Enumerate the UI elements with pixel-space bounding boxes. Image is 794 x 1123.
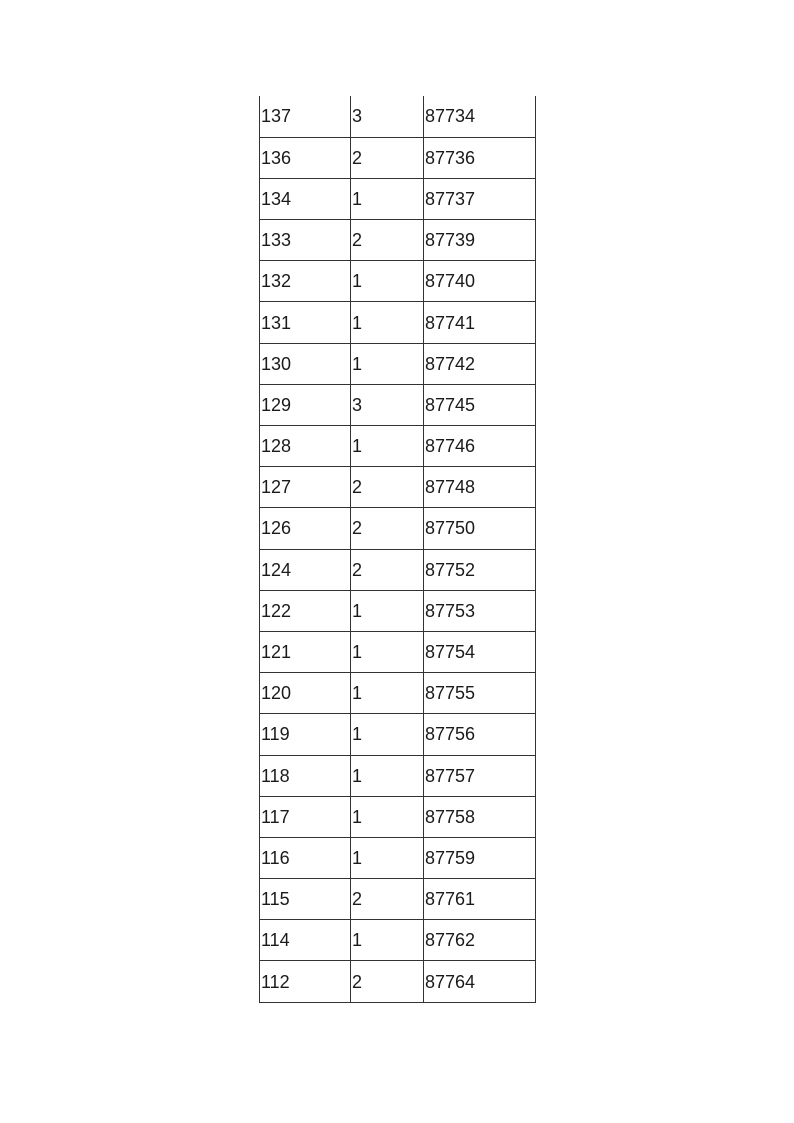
score-cell: 114 bbox=[260, 920, 351, 961]
table-row bbox=[260, 837, 536, 878]
count-cell: 1 bbox=[351, 714, 424, 755]
table-row bbox=[260, 220, 536, 261]
table-row bbox=[260, 920, 536, 961]
data-table bbox=[259, 96, 536, 1003]
cumulative-cell: 87759 bbox=[424, 837, 536, 878]
score-cell: 128 bbox=[260, 426, 351, 467]
score-cell: 133 bbox=[260, 220, 351, 261]
cumulative-cell: 87736 bbox=[424, 137, 536, 178]
table-row bbox=[260, 549, 536, 590]
cumulative-cell: 87764 bbox=[424, 961, 536, 1002]
count-cell: 3 bbox=[351, 384, 424, 425]
count-cell: 1 bbox=[351, 837, 424, 878]
cumulative-cell: 87740 bbox=[424, 261, 536, 302]
count-cell: 2 bbox=[351, 961, 424, 1002]
score-cell: 132 bbox=[260, 261, 351, 302]
score-cell: 115 bbox=[260, 879, 351, 920]
count-cell: 2 bbox=[351, 549, 424, 590]
score-cell: 130 bbox=[260, 343, 351, 384]
count-cell: 1 bbox=[351, 178, 424, 219]
table-row bbox=[260, 137, 536, 178]
score-cell: 116 bbox=[260, 837, 351, 878]
cumulative-cell: 87754 bbox=[424, 631, 536, 672]
table-row bbox=[260, 96, 536, 137]
score-cell: 117 bbox=[260, 796, 351, 837]
cumulative-cell: 87761 bbox=[424, 879, 536, 920]
count-cell: 2 bbox=[351, 508, 424, 549]
table-row bbox=[260, 590, 536, 631]
count-cell: 1 bbox=[351, 920, 424, 961]
cumulative-cell: 87750 bbox=[424, 508, 536, 549]
table-row bbox=[260, 302, 536, 343]
table-row bbox=[260, 755, 536, 796]
table-row bbox=[260, 796, 536, 837]
cumulative-cell: 87745 bbox=[424, 384, 536, 425]
table-row bbox=[260, 261, 536, 302]
cumulative-cell: 87758 bbox=[424, 796, 536, 837]
count-cell: 2 bbox=[351, 137, 424, 178]
table-row bbox=[260, 343, 536, 384]
count-cell: 1 bbox=[351, 261, 424, 302]
table-row bbox=[260, 467, 536, 508]
cumulative-cell: 87748 bbox=[424, 467, 536, 508]
score-cell: 129 bbox=[260, 384, 351, 425]
table-row bbox=[260, 714, 536, 755]
table-row bbox=[260, 384, 536, 425]
cumulative-cell: 87762 bbox=[424, 920, 536, 961]
cumulative-cell: 87756 bbox=[424, 714, 536, 755]
count-cell: 3 bbox=[351, 96, 424, 137]
table-row bbox=[260, 961, 536, 1002]
cumulative-cell: 87753 bbox=[424, 590, 536, 631]
score-cell: 124 bbox=[260, 549, 351, 590]
cumulative-cell: 87734 bbox=[424, 96, 536, 137]
count-cell: 1 bbox=[351, 631, 424, 672]
score-cell: 136 bbox=[260, 137, 351, 178]
score-cell: 122 bbox=[260, 590, 351, 631]
table-row bbox=[260, 631, 536, 672]
score-cell: 120 bbox=[260, 673, 351, 714]
cumulative-cell: 87742 bbox=[424, 343, 536, 384]
table-body bbox=[260, 96, 536, 1002]
count-cell: 1 bbox=[351, 426, 424, 467]
cumulative-cell: 87739 bbox=[424, 220, 536, 261]
score-cell: 137 bbox=[260, 96, 351, 137]
count-cell: 2 bbox=[351, 467, 424, 508]
score-cell: 118 bbox=[260, 755, 351, 796]
count-cell: 1 bbox=[351, 755, 424, 796]
table-row bbox=[260, 673, 536, 714]
cumulative-cell: 87755 bbox=[424, 673, 536, 714]
score-cell: 121 bbox=[260, 631, 351, 672]
score-cell: 131 bbox=[260, 302, 351, 343]
cumulative-cell: 87737 bbox=[424, 178, 536, 219]
cumulative-cell: 87741 bbox=[424, 302, 536, 343]
score-cell: 126 bbox=[260, 508, 351, 549]
cumulative-cell: 87757 bbox=[424, 755, 536, 796]
count-cell: 1 bbox=[351, 590, 424, 631]
score-cell: 119 bbox=[260, 714, 351, 755]
count-cell: 1 bbox=[351, 673, 424, 714]
table-row bbox=[260, 178, 536, 219]
score-cell: 112 bbox=[260, 961, 351, 1002]
count-cell: 1 bbox=[351, 343, 424, 384]
score-cell: 134 bbox=[260, 178, 351, 219]
count-cell: 1 bbox=[351, 796, 424, 837]
cumulative-cell: 87752 bbox=[424, 549, 536, 590]
table-row bbox=[260, 879, 536, 920]
table-row bbox=[260, 426, 536, 467]
count-cell: 1 bbox=[351, 302, 424, 343]
cumulative-cell: 87746 bbox=[424, 426, 536, 467]
score-cell: 127 bbox=[260, 467, 351, 508]
count-cell: 2 bbox=[351, 220, 424, 261]
table-row bbox=[260, 508, 536, 549]
count-cell: 2 bbox=[351, 879, 424, 920]
